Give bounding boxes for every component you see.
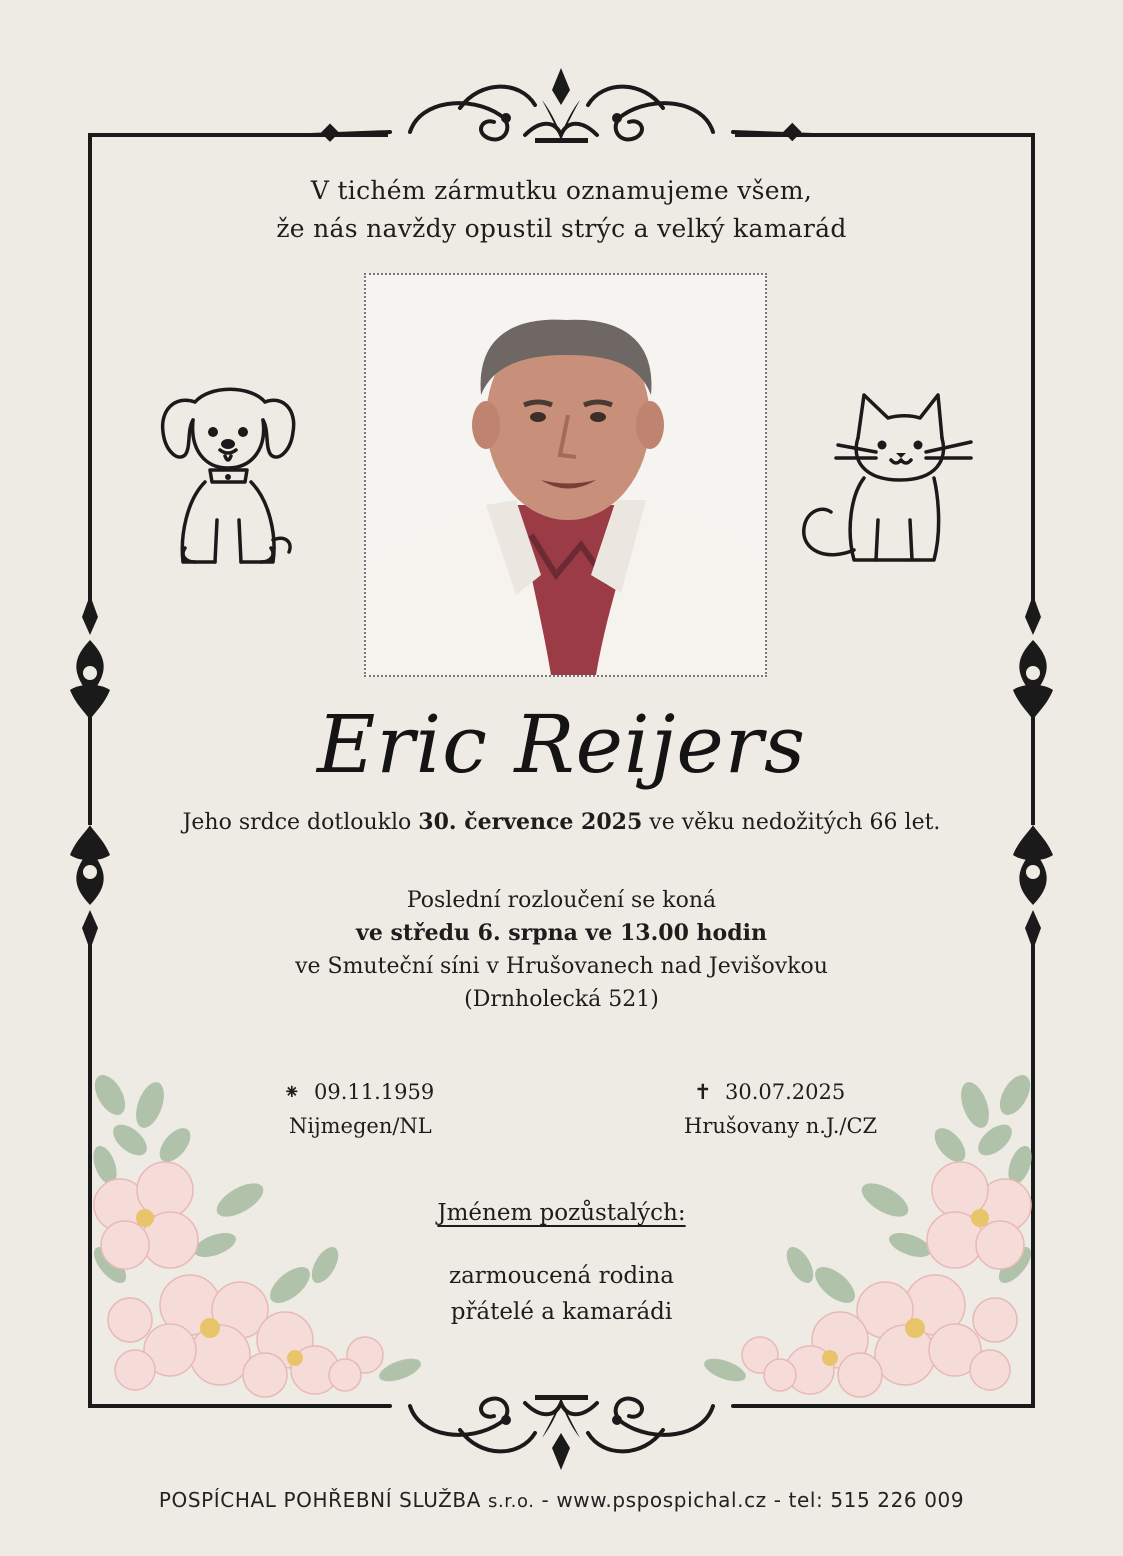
farewell-datetime: ve středu 6. srpna ve 13.00 hodin	[356, 920, 767, 946]
mourners-list	[0, 1258, 1123, 1330]
farewell-venue: ve Smuteční síni v Hrušovanech nad Jevišovkou	[295, 954, 828, 979]
death-cross-icon: ✝	[694, 1080, 712, 1104]
top-ornament	[310, 60, 813, 150]
death-place: Hrušovany n.J./CZ	[684, 1114, 878, 1138]
farewell-info	[0, 884, 1123, 1016]
footer-phone: tel: 515 226 009	[788, 1488, 965, 1512]
mourners-friends: přátelé a kamarádi	[450, 1299, 673, 1325]
footer	[0, 1488, 1123, 1512]
dog-icon	[155, 380, 300, 575]
footer-legal: s.r.o.	[487, 1491, 535, 1512]
portrait-photo	[364, 273, 767, 677]
death-suffix: ve věku nedožitých 66 let.	[649, 810, 941, 835]
portrait-image	[366, 275, 765, 675]
birth-date: 09.11.1959	[313, 1080, 435, 1104]
cat-icon	[796, 390, 976, 570]
behalf-heading	[0, 1196, 1123, 1230]
mourners-family: zarmoucená rodina	[448, 1263, 675, 1289]
intro-line-2: že nás navždy opustil strýc a velký kamarád	[276, 214, 847, 243]
farewell-address: (Drnholecká 521)	[464, 987, 659, 1012]
death-date: 30. července 2025	[418, 809, 643, 835]
footer-company: POSPÍCHAL POHŘEBNÍ SLUŽBA	[158, 1488, 481, 1512]
intro-line-1: V tichém zármutku oznamujeme všem,	[310, 176, 813, 205]
footer-separator-1: -	[541, 1488, 550, 1512]
death-prefix: Jeho srdce dotlouklo	[182, 810, 412, 835]
behalf-heading-text: Jménem pozůstalých:	[437, 1200, 686, 1226]
death-date-short: 30.07.2025	[724, 1080, 846, 1104]
death-announcement	[0, 806, 1123, 839]
intro-text	[0, 172, 1123, 248]
deceased-name: Eric Reijers	[316, 698, 807, 791]
farewell-line-1: Poslední rozloučení se koná	[406, 888, 717, 913]
birth-star-icon: ⁕	[283, 1080, 301, 1104]
right-flower-decoration	[695, 1070, 1035, 1400]
footer-website[interactable]: www.pspospichal.cz	[556, 1488, 767, 1512]
birth-place: Nijmegen/NL	[289, 1114, 432, 1138]
left-flower-decoration	[90, 1070, 430, 1400]
footer-separator-2: -	[773, 1488, 782, 1512]
